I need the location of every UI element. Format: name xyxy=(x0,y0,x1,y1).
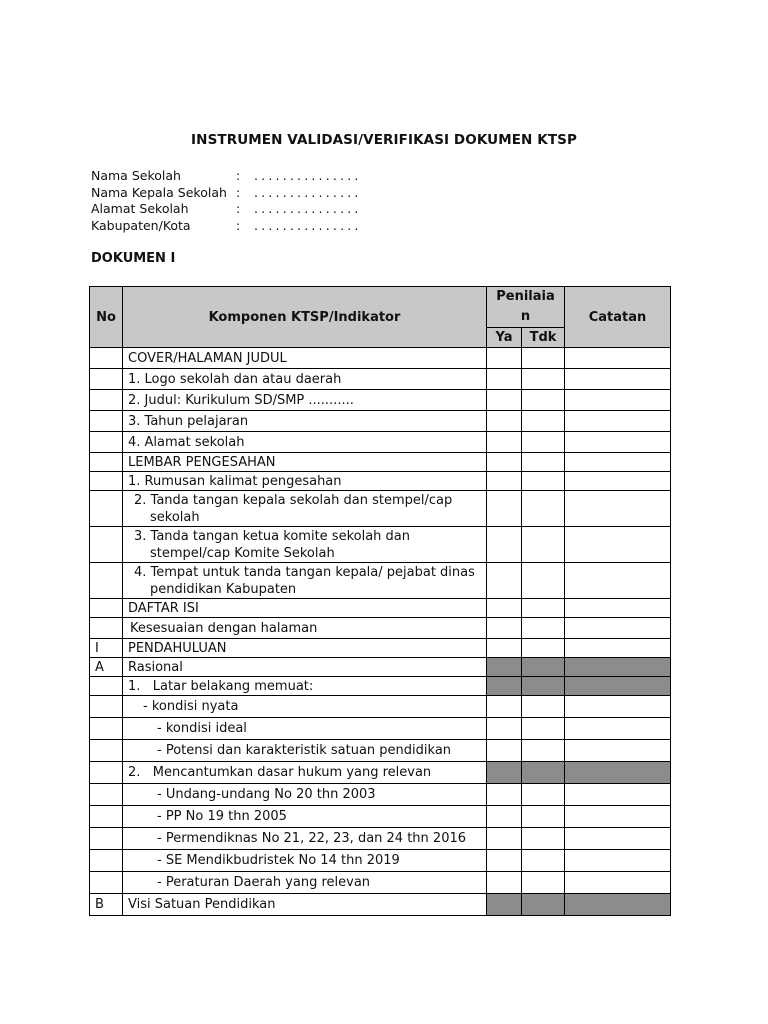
cell-tdk[interactable] xyxy=(522,472,565,491)
cell-catatan[interactable] xyxy=(565,432,671,453)
info-value: ............... xyxy=(254,168,362,183)
cell-catatan[interactable] xyxy=(565,369,671,390)
cell-tdk[interactable] xyxy=(522,784,565,806)
cell-ya[interactable] xyxy=(487,618,522,639)
row-no xyxy=(90,411,123,432)
info-row-principal-name xyxy=(91,185,362,202)
row-component: DAFTAR ISI xyxy=(123,599,487,618)
cell-tdk[interactable] xyxy=(522,872,565,894)
table-row xyxy=(90,850,671,872)
cell-tdk[interactable] xyxy=(522,696,565,718)
table-row xyxy=(90,639,671,658)
cell-ya[interactable] xyxy=(487,828,522,850)
cell-ya-shaded xyxy=(487,677,522,696)
row-component-text: 3. Tanda tangan ketua komite sekolah dan stempel/cap Komite Sekolah xyxy=(134,528,410,561)
cell-ya[interactable] xyxy=(487,411,522,432)
cell-ya[interactable] xyxy=(487,599,522,618)
row-no xyxy=(90,491,123,527)
cell-catatan[interactable] xyxy=(565,348,671,369)
table-row xyxy=(90,696,671,718)
row-no xyxy=(90,784,123,806)
row-component xyxy=(123,563,487,599)
table-row xyxy=(90,453,671,472)
header-penilaian: Penilaia n xyxy=(487,287,565,328)
row-component: - Potensi dan karakteristik satuan pendidikan xyxy=(123,740,487,762)
row-no xyxy=(90,599,123,618)
cell-tdk[interactable] xyxy=(522,348,565,369)
table-row xyxy=(90,872,671,894)
row-no xyxy=(90,369,123,390)
cell-catatan[interactable] xyxy=(565,411,671,432)
table-row xyxy=(90,491,671,527)
cell-catatan[interactable] xyxy=(565,453,671,472)
table-row xyxy=(90,762,671,784)
cell-catatan[interactable] xyxy=(565,872,671,894)
cell-ya[interactable] xyxy=(487,527,522,563)
table-row xyxy=(90,894,671,916)
cell-catatan[interactable] xyxy=(565,390,671,411)
row-no: A xyxy=(90,658,123,677)
cell-catatan-shaded xyxy=(565,658,671,677)
row-component xyxy=(123,527,487,563)
row-component: 1. Logo sekolah dan atau daerah xyxy=(123,369,487,390)
school-info xyxy=(91,168,362,234)
header-catatan: Catatan xyxy=(565,287,671,348)
table-row xyxy=(90,828,671,850)
row-no xyxy=(90,453,123,472)
info-label: Nama Sekolah xyxy=(91,168,181,183)
row-component-text: 2. Tanda tangan kepala sekolah dan stempel/cap sekolah xyxy=(134,492,453,525)
row-no xyxy=(90,527,123,563)
info-value: ............... xyxy=(254,184,362,200)
cell-catatan[interactable] xyxy=(565,850,671,872)
cell-ya[interactable] xyxy=(487,740,522,762)
cell-catatan-shaded xyxy=(565,894,671,916)
table-row xyxy=(90,432,671,453)
info-colon: : xyxy=(236,168,241,183)
cell-ya[interactable] xyxy=(487,390,522,411)
cell-tdk[interactable] xyxy=(522,599,565,618)
row-no xyxy=(90,432,123,453)
row-no xyxy=(90,718,123,740)
row-no xyxy=(90,806,123,828)
cell-tdk[interactable] xyxy=(522,806,565,828)
cell-ya[interactable] xyxy=(487,784,522,806)
cell-ya[interactable] xyxy=(487,432,522,453)
row-component: - Undang-undang No 20 thn 2003 xyxy=(123,784,487,806)
cell-ya[interactable] xyxy=(487,718,522,740)
table-row xyxy=(90,784,671,806)
cell-tdk[interactable] xyxy=(522,718,565,740)
row-component: 2. Judul: Kurikulum SD/SMP ........... xyxy=(123,390,487,411)
cell-tdk[interactable] xyxy=(522,369,565,390)
cell-ya[interactable] xyxy=(487,563,522,599)
cell-tdk[interactable] xyxy=(522,527,565,563)
cell-ya[interactable] xyxy=(487,850,522,872)
cell-tdk[interactable] xyxy=(522,432,565,453)
header-ya: Ya xyxy=(487,328,522,348)
info-value: ............... xyxy=(254,201,362,216)
cell-catatan[interactable] xyxy=(565,563,671,599)
row-no xyxy=(90,872,123,894)
table-row xyxy=(90,806,671,828)
row-component: COVER/HALAMAN JUDUL xyxy=(123,348,487,369)
row-no xyxy=(90,677,123,696)
cell-ya[interactable] xyxy=(487,472,522,491)
cell-catatan[interactable] xyxy=(565,639,671,658)
cell-ya[interactable] xyxy=(487,348,522,369)
table-row xyxy=(90,599,671,618)
cell-catatan[interactable] xyxy=(565,618,671,639)
row-component: 4. Alamat sekolah xyxy=(123,432,487,453)
row-component: 1. Latar belakang memuat: xyxy=(123,677,487,696)
table-row xyxy=(90,618,671,639)
header-komponen: Komponen KTSP/Indikator xyxy=(123,287,487,348)
table-row xyxy=(90,411,671,432)
row-no xyxy=(90,740,123,762)
cell-tdk[interactable] xyxy=(522,563,565,599)
info-label: Nama Kepala Sekolah xyxy=(91,184,227,200)
validation-table xyxy=(89,286,671,916)
row-no: B xyxy=(90,894,123,916)
row-no xyxy=(90,472,123,491)
cell-tdk-shaded xyxy=(522,762,565,784)
row-component: Rasional xyxy=(123,658,487,677)
row-component: - kondisi nyata xyxy=(123,696,487,718)
cell-catatan[interactable] xyxy=(565,718,671,740)
cell-tdk-shaded xyxy=(522,894,565,916)
cell-catatan-shaded xyxy=(565,762,671,784)
row-component: PENDAHULUAN xyxy=(123,639,487,658)
cell-catatan[interactable] xyxy=(565,599,671,618)
header-tdk: Tdk xyxy=(522,328,565,348)
cell-tdk[interactable] xyxy=(522,639,565,658)
cell-catatan[interactable] xyxy=(565,472,671,491)
row-component: - PP No 19 thn 2005 xyxy=(123,806,487,828)
table-row xyxy=(90,718,671,740)
cell-tdk[interactable] xyxy=(522,491,565,527)
cell-tdk[interactable] xyxy=(522,390,565,411)
cell-tdk-shaded xyxy=(522,658,565,677)
cell-catatan[interactable] xyxy=(565,806,671,828)
row-no xyxy=(90,850,123,872)
cell-ya[interactable] xyxy=(487,453,522,472)
row-no xyxy=(90,696,123,718)
table-row xyxy=(90,677,671,696)
cell-catatan[interactable] xyxy=(565,740,671,762)
row-component: 1. Rumusan kalimat pengesahan xyxy=(123,472,487,491)
row-no xyxy=(90,828,123,850)
table-row xyxy=(90,740,671,762)
row-component: - Permendiknas No 21, 22, 23, dan 24 thn 2016 xyxy=(123,828,487,850)
document-section-label: DOKUMEN I xyxy=(91,251,176,266)
info-row-regency xyxy=(91,218,362,235)
header-row xyxy=(90,287,671,328)
info-row-school-name xyxy=(91,168,362,185)
cell-tdk-shaded xyxy=(522,677,565,696)
row-component xyxy=(123,491,487,527)
cell-catatan[interactable] xyxy=(565,696,671,718)
info-colon: : xyxy=(236,184,241,200)
table-row xyxy=(90,472,671,491)
info-colon: : xyxy=(236,201,241,216)
cell-ya[interactable] xyxy=(487,491,522,527)
cell-tdk[interactable] xyxy=(522,453,565,472)
cell-ya-shaded xyxy=(487,894,522,916)
info-row-school-address xyxy=(91,201,362,218)
row-component: - Peraturan Daerah yang relevan xyxy=(123,872,487,894)
row-component: - SE Mendikbudristek No 14 thn 2019 xyxy=(123,850,487,872)
cell-ya[interactable] xyxy=(487,806,522,828)
header-no: No xyxy=(90,287,123,348)
table-row xyxy=(90,563,671,599)
cell-tdk[interactable] xyxy=(522,618,565,639)
row-no xyxy=(90,390,123,411)
cell-catatan-shaded xyxy=(565,677,671,696)
table-row xyxy=(90,658,671,677)
cell-ya-shaded xyxy=(487,762,522,784)
cell-ya[interactable] xyxy=(487,872,522,894)
cell-catatan[interactable] xyxy=(565,828,671,850)
row-component: 3. Tahun pelajaran xyxy=(123,411,487,432)
row-component: 2. Mencantumkan dasar hukum yang relevan xyxy=(123,762,487,784)
table-row xyxy=(90,390,671,411)
cell-ya[interactable] xyxy=(487,369,522,390)
table-row xyxy=(90,527,671,563)
cell-ya[interactable] xyxy=(487,639,522,658)
cell-tdk[interactable] xyxy=(522,411,565,432)
info-label: Alamat Sekolah xyxy=(91,201,189,216)
row-no xyxy=(90,348,123,369)
row-component: Kesesuaian dengan halaman xyxy=(123,618,487,639)
row-no: I xyxy=(90,639,123,658)
cell-ya-shaded xyxy=(487,658,522,677)
cell-tdk[interactable] xyxy=(522,740,565,762)
cell-ya[interactable] xyxy=(487,696,522,718)
cell-catatan[interactable] xyxy=(565,491,671,527)
row-component: - kondisi ideal xyxy=(123,718,487,740)
row-no xyxy=(90,762,123,784)
cell-catatan[interactable] xyxy=(565,527,671,563)
row-component: LEMBAR PENGESAHAN xyxy=(123,453,487,472)
row-no xyxy=(90,563,123,599)
cell-tdk[interactable] xyxy=(522,850,565,872)
row-component: Visi Satuan Pendidikan xyxy=(123,894,487,916)
cell-tdk[interactable] xyxy=(522,828,565,850)
info-label: Kabupaten/Kota xyxy=(91,217,191,233)
cell-catatan[interactable] xyxy=(565,784,671,806)
table-row xyxy=(90,369,671,390)
info-value: ............... xyxy=(254,217,362,233)
document-title: INSTRUMEN VALIDASI/VERIFIKASI DOKUMEN KTSP xyxy=(191,132,577,148)
info-colon: : xyxy=(236,217,241,233)
row-no xyxy=(90,618,123,639)
table-row xyxy=(90,348,671,369)
row-component-text: 4. Tempat untuk tanda tangan kepala/ pejabat dinas pendidikan Kabupaten xyxy=(134,564,475,597)
